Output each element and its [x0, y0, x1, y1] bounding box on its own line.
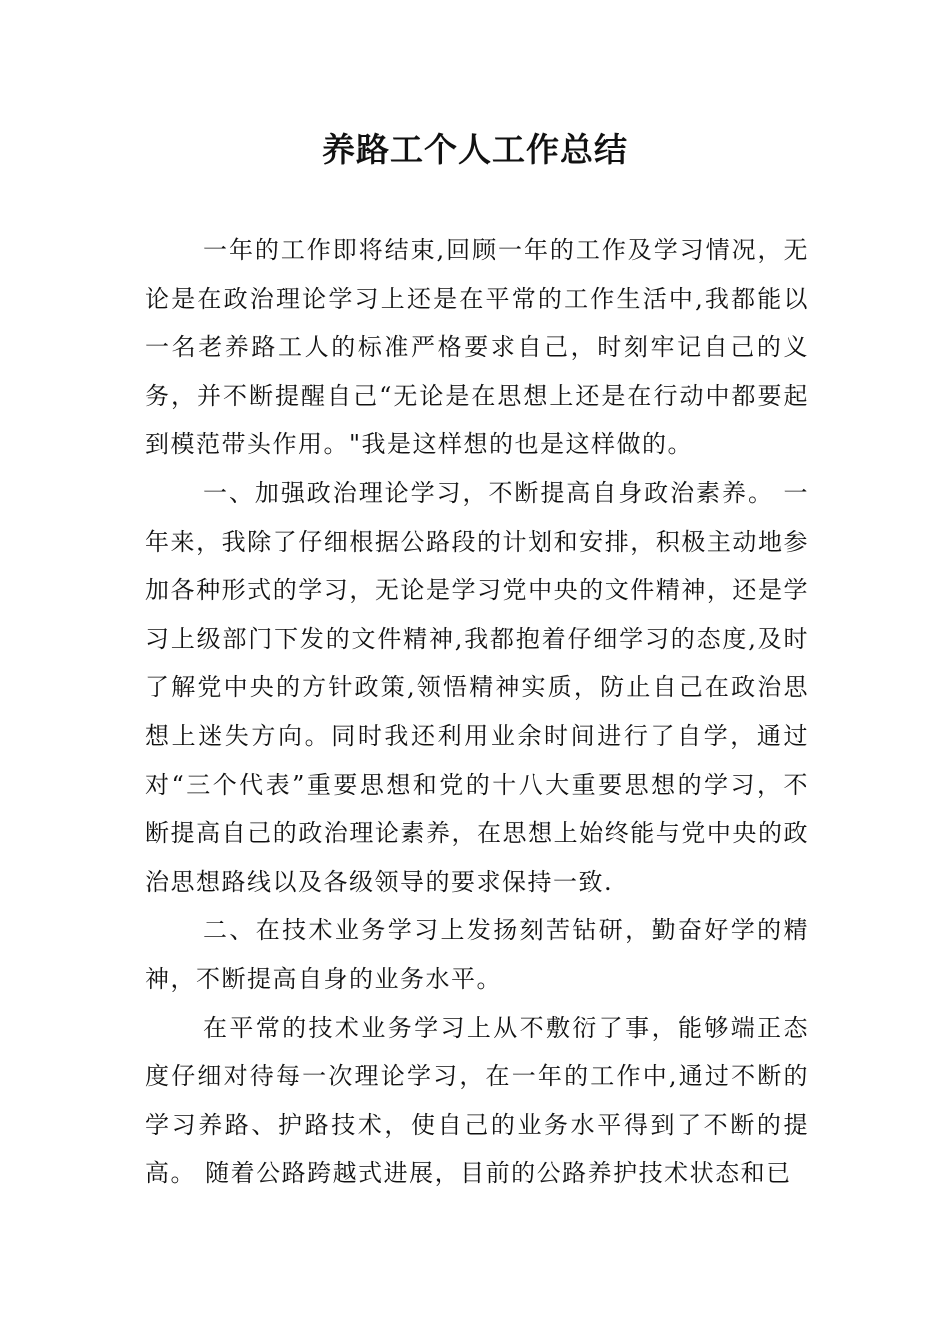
document-body: [145, 226, 809, 1198]
paragraph-intro: 一年的工作即将结束,回顾一年的工作及学习情况，无论是在政治理论学习上还是在平常的工作生活中,我都能以一名老养路工人的标准严格要求自己，时刻牢记自己的义务，并不断提醒自己“无论是在思想上还是在行动中都要起到模范带头作用。"我是这样想的也是这样做的。: [145, 236, 809, 459]
paragraph-section-two-body: 在平常的技术业务学习上从不敷衍了事，能够端正态度仔细对待每一次理论学习，在一年的工作中,通过不断的学习养路、护路技术，使自己的业务水平得到了不断的提高。 随着公路跨越式进展，目前的公路养护技术状态和已: [145, 1013, 809, 1188]
paragraph-section-one: 一、加强政治理论学习，不断提高自身政治素养。 一年来，我除了仔细根据公路段的计划和安排，积极主动地参加各种形式的学习，无论是学习党中央的文件精神，还是学习上级部门下发的文件精神,我都抱着仔细学习的态度,及时了解党中央的方针政策,领悟精神实质，防止自己在政治思想上迷失方向。同时我还利用业余时间进行了自学，通过对“三个代表”重要思想和党的十八大重要思想的学习，不断提高自己的政治理论素养，在思想上始终能与党中央的政治思想路线以及各级领导的要求保持一致.: [145, 478, 809, 896]
document-title: 养路工个人工作总结: [322, 130, 628, 169]
paragraph-section-two-heading: 二、在技术业务学习上发扬刻苦钻研，勤奋好学的精神，不断提高自身的业务水平。: [145, 916, 809, 993]
